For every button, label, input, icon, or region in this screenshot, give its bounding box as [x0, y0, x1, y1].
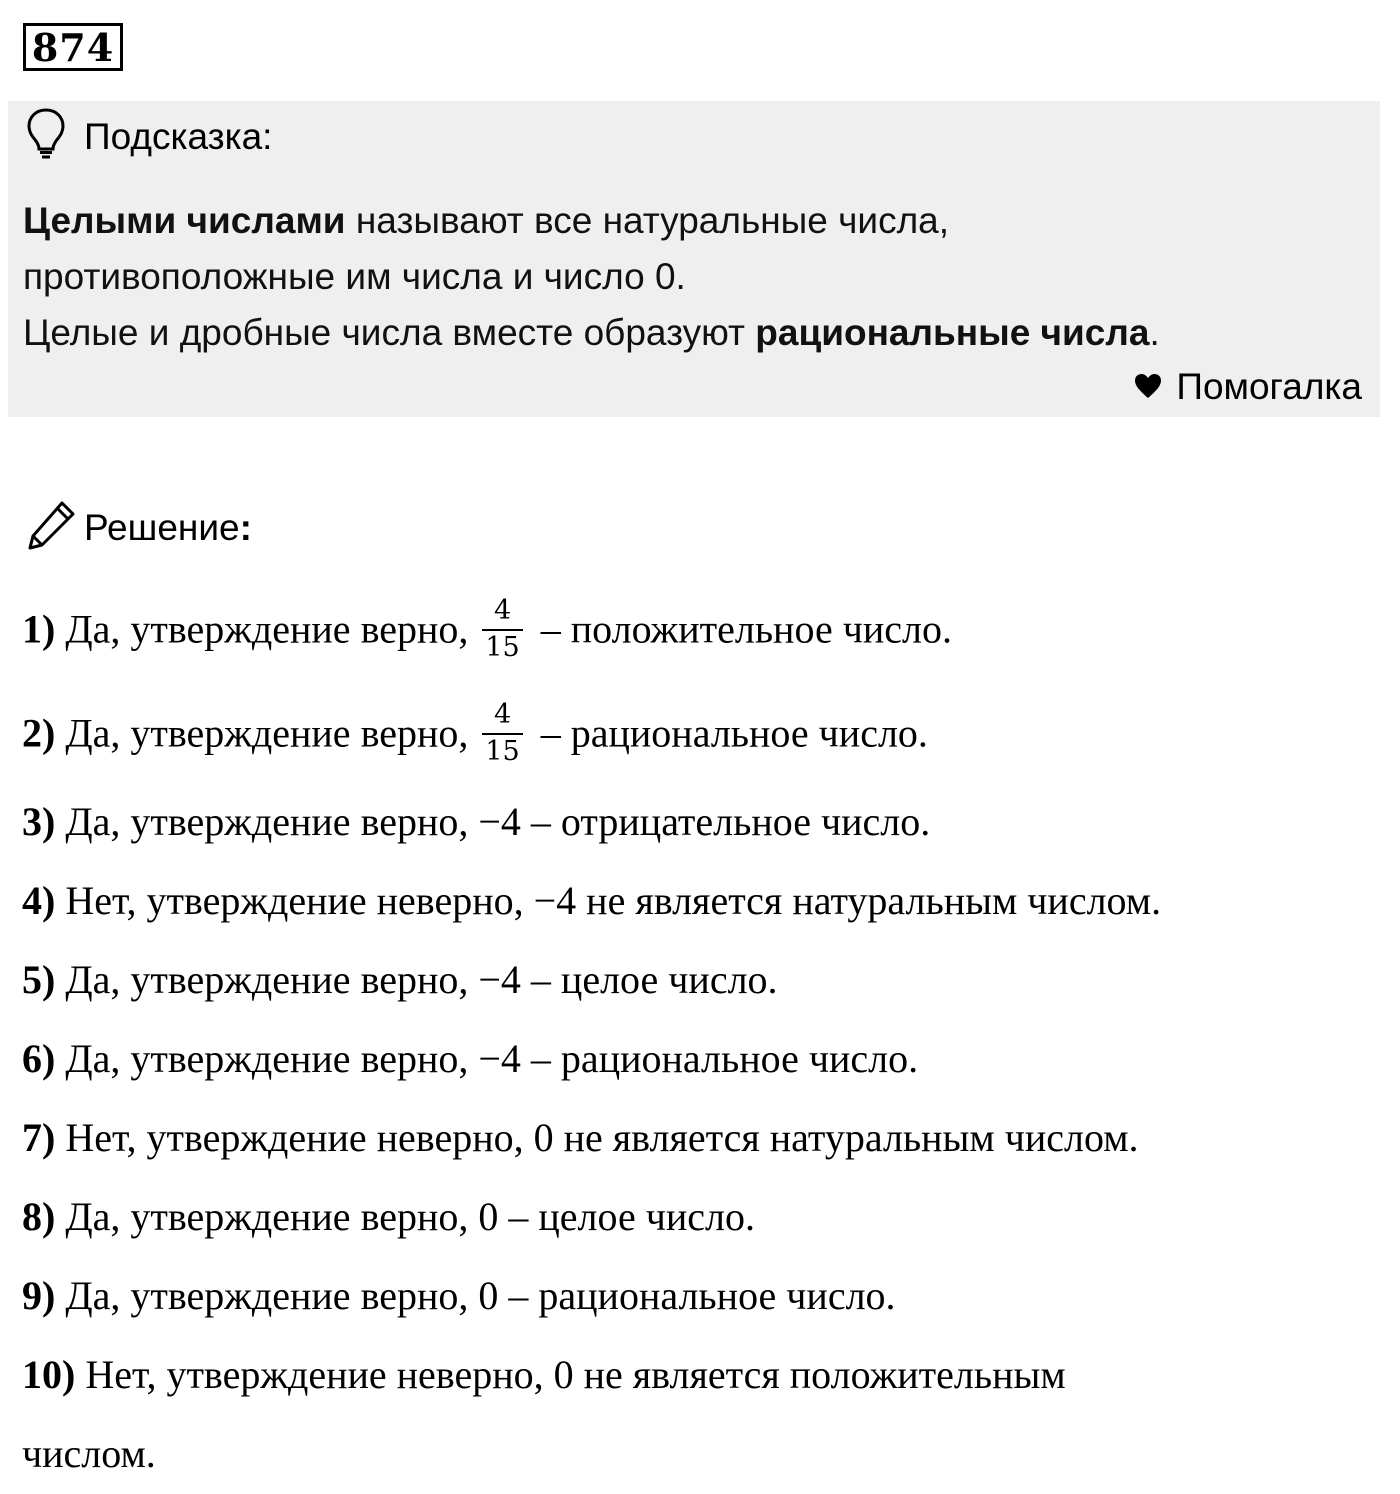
answer-7: [22, 1114, 1139, 1162]
answer-number: 2): [22, 710, 56, 756]
answer-8: [22, 1193, 755, 1241]
fraction: [482, 700, 522, 767]
task-number: 874: [23, 23, 123, 71]
answer-text: Да, утверждение верно, −4 – отрицательное число.: [55, 799, 931, 844]
solution-title: Решение: [84, 507, 240, 548]
fraction-numerator: 4: [493, 595, 512, 626]
answer-5: [22, 956, 778, 1004]
answer-10-continuation: [22, 1430, 156, 1478]
term-integers: Целыми числами: [23, 200, 346, 241]
answer-text: Да, утверждение верно, −4 – рациональное число.: [55, 1036, 919, 1081]
answer-text: Нет, утверждение неверно, −4 не является натуральным числом.: [55, 878, 1162, 923]
hint-line-3-start: Целые и дробные числа вместе образуют: [23, 312, 756, 353]
lightbulb-icon: [26, 107, 66, 168]
hint-line-3: [23, 305, 1363, 361]
hint-header: [26, 109, 272, 165]
answer-text: Нет, утверждение неверно, 0 не является натуральным числом.: [55, 1115, 1139, 1160]
solution-header: [26, 500, 252, 556]
answer-number: 5): [22, 957, 56, 1002]
hint-title: Подсказка:: [84, 116, 273, 157]
answer-number: 7): [22, 1115, 56, 1160]
source-label: Помогалка: [1176, 366, 1362, 407]
pencil-icon: [26, 498, 78, 559]
answer-text-after: – рациональное число.: [530, 710, 928, 756]
answer-2: [22, 699, 928, 771]
answer-10: [22, 1351, 1066, 1399]
fraction-numerator: 4: [493, 699, 512, 730]
answer-text: Да, утверждение верно, 0 – целое число.: [55, 1194, 755, 1239]
hint-line-2: противоположные им числа и число 0.: [23, 256, 686, 297]
fraction: [482, 596, 522, 663]
answer-text: Да, утверждение верно,: [55, 606, 479, 652]
solution-colon: :: [239, 507, 252, 548]
answer-number: 6): [22, 1036, 56, 1081]
hint-line-1: [23, 193, 1363, 249]
answer-1: [22, 595, 952, 667]
answer-4: [22, 877, 1161, 925]
answer-text: Да, утверждение верно, 0 – рациональное число.: [55, 1273, 896, 1318]
answer-number: 10): [22, 1352, 76, 1397]
answer-number: 4): [22, 878, 56, 923]
answer-number: 1): [22, 606, 56, 652]
answer-3: [22, 798, 930, 846]
fraction-denominator: 15: [482, 733, 522, 767]
hint-source: [1134, 363, 1362, 411]
answer-text: Нет, утверждение неверно, 0 не является положительным: [75, 1352, 1066, 1397]
hint-line-1-rest: называют все натуральные числа,: [345, 200, 950, 241]
heart-icon: [1134, 366, 1162, 408]
answer-number: 8): [22, 1194, 56, 1239]
hint-line-3-end: .: [1149, 312, 1160, 353]
answer-6: [22, 1035, 918, 1083]
hint-box: [8, 101, 1380, 417]
answer-text: числом.: [22, 1431, 156, 1476]
term-rational: рациональные числа: [755, 312, 1150, 353]
answer-9: [22, 1272, 896, 1320]
hint-text: [23, 193, 1363, 361]
answer-text: Да, утверждение верно, −4 – целое число.: [55, 957, 778, 1002]
answer-number: 3): [22, 799, 56, 844]
answer-text: Да, утверждение верно,: [55, 710, 479, 756]
answer-number: 9): [22, 1273, 56, 1318]
fraction-denominator: 15: [482, 629, 522, 663]
answer-text-after: – положительное число.: [530, 606, 952, 652]
